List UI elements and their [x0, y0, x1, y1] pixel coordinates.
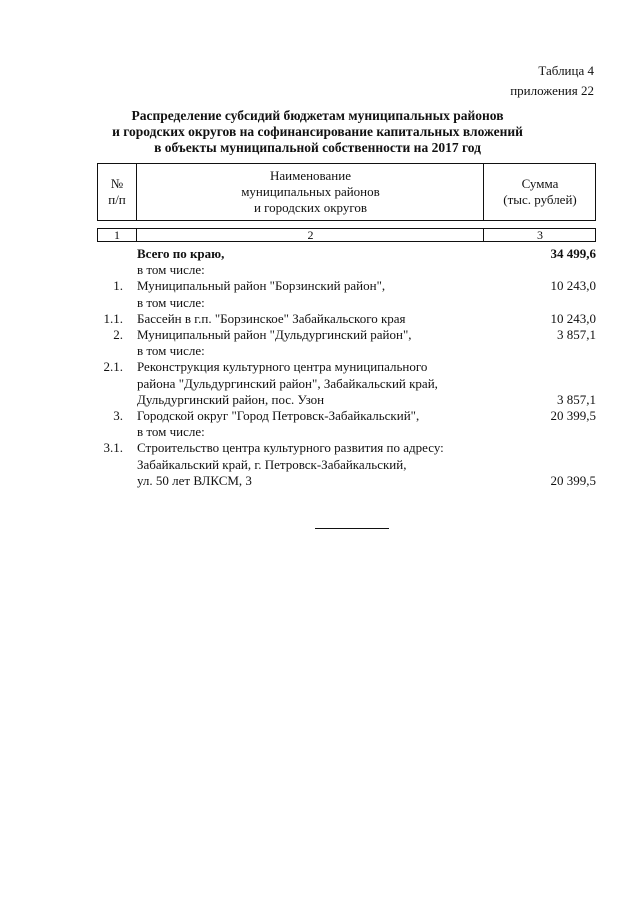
row-name: [137, 246, 506, 262]
row-amount: 10 243,0: [550, 278, 596, 294]
row-number: 3.1.: [103, 440, 123, 456]
table-row: [97, 359, 596, 408]
row-number: 2.: [113, 327, 123, 343]
header-name-line: Наименование: [269, 168, 351, 183]
header-amount-line: Сумма: [521, 176, 559, 191]
table-row: [97, 440, 596, 489]
table-row: [97, 262, 596, 278]
row-name: [137, 278, 506, 294]
row-name-line: Муниципальный район "Борзинский район",: [137, 278, 386, 294]
row-name-line: Бассейн в г.п. "Борзинское" Забайкальского края: [137, 310, 406, 326]
row-name-line: Муниципальный район "Дульдургинский район",: [137, 327, 412, 343]
row-amount: 20 399,5: [550, 408, 596, 424]
row-name-line: Реконструкция культурного центра муниципального: [137, 359, 428, 375]
document-title: [95, 108, 540, 156]
row-name: [137, 295, 506, 311]
row-amount: 3 857,1: [557, 327, 596, 343]
header-amount-cell: [483, 164, 596, 220]
row-number: 1.: [113, 278, 123, 294]
row-name-line: Забайкальский край, г. Петровск-Забайкальский,: [137, 456, 407, 472]
table-row: [97, 246, 596, 262]
header-name-line: муниципальных районов: [241, 184, 380, 199]
row-name-line: Всего по краю,: [137, 246, 225, 261]
header-num-line: №: [110, 176, 124, 191]
row-name: [137, 424, 506, 440]
appendix-ref-table: Таблица 4: [538, 63, 594, 78]
row-name-line: ул. 50 лет ВЛКСМ, 3: [137, 472, 252, 488]
row-name-line: в том числе:: [137, 262, 205, 278]
row-name-line: Городской округ "Город Петровск-Забайкальский",: [137, 408, 420, 424]
row-name-line: Строительство центра культурного развития по адресу:: [137, 440, 444, 456]
row-name-line: в том числе:: [137, 294, 205, 310]
table-row: [97, 278, 596, 294]
header-name-cell: [136, 164, 484, 220]
column-number: 1: [114, 228, 120, 242]
header-num-cell: [98, 164, 136, 220]
title-line: в объекты муниципальной собственности на 2017 год: [154, 140, 481, 155]
row-amount: 3 857,1: [557, 391, 596, 407]
row-number: 2.1.: [103, 359, 123, 375]
table-header: [97, 163, 596, 221]
row-amount: 10 243,0: [550, 310, 596, 326]
row-name: [137, 359, 506, 408]
row-name: [137, 327, 506, 343]
table-row: [97, 311, 596, 327]
row-name-line: Дульдургинский район, пос. Узон: [137, 391, 325, 407]
title-line: и городских округов на софинансирование капитальных вложений: [112, 124, 523, 139]
row-name-line: района "Дульдургинский район", Забайкальский край,: [137, 375, 438, 391]
end-separator-line: [315, 528, 389, 529]
column-number: 2: [136, 229, 484, 241]
table-row: [97, 343, 596, 359]
row-name: [137, 440, 506, 489]
table-body: [97, 246, 596, 489]
column-number: 3: [483, 229, 596, 241]
row-name-line: в том числе:: [137, 343, 205, 359]
row-name: [137, 343, 506, 359]
row-name: [137, 408, 506, 424]
row-number: 1.1.: [103, 310, 123, 326]
appendix-ref-number: приложения 22: [510, 83, 594, 98]
table-row: [97, 424, 596, 440]
header-num-line: п/п: [108, 192, 126, 207]
row-name-line: в том числе:: [137, 424, 205, 440]
table-row: [97, 295, 596, 311]
header-amount-line: (тыс. рублей): [503, 192, 577, 207]
title-line: Распределение субсидий бюджетам муниципальных районов: [131, 108, 504, 123]
header-name-line: и городских округов: [253, 200, 368, 215]
row-name: [137, 262, 506, 278]
row-amount: 34 499,6: [550, 246, 596, 261]
row-name: [137, 311, 506, 327]
table-row: [97, 408, 596, 424]
table-row: [97, 327, 596, 343]
column-number-row: [97, 228, 596, 242]
row-amount: 20 399,5: [550, 472, 596, 488]
row-number: 3.: [113, 408, 123, 424]
